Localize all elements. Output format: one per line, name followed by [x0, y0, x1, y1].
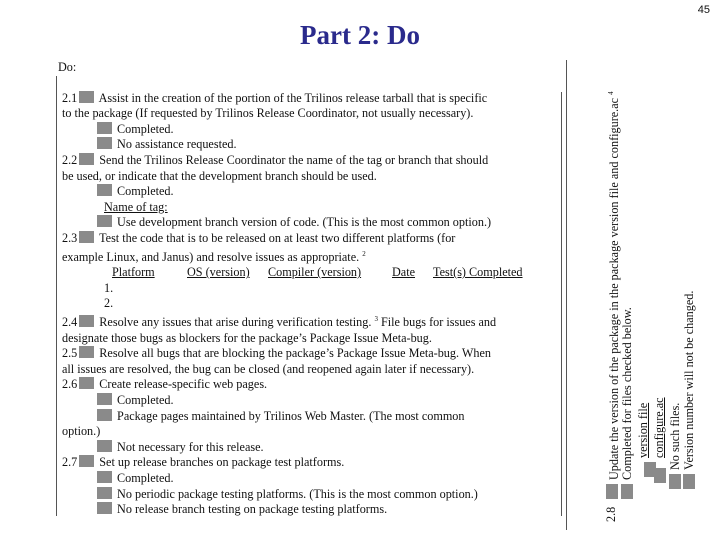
- checkbox[interactable]: [97, 137, 112, 149]
- slide-title: [0, 20, 720, 51]
- item-2-5: [58, 346, 563, 362]
- checkbox[interactable]: [97, 184, 112, 196]
- item-number: 2.2: [62, 152, 78, 167]
- item-text-cont: designate those bugs as blockers for the package’s Package Issue Meta-bug.: [62, 330, 432, 345]
- checkbox[interactable]: [79, 455, 94, 467]
- title-text: Part 2: Do: [300, 20, 420, 50]
- item-text-cont: to the package (If requested by Trilinos Release Coordinator, not usually necessary).: [62, 106, 474, 121]
- option-no-periodic: [58, 487, 563, 503]
- option-development-branch: [58, 215, 563, 231]
- checkbox[interactable]: [79, 377, 94, 389]
- side-section-2-8: [566, 60, 716, 530]
- col-date: Date: [392, 265, 416, 280]
- doc-heading: Do:: [58, 60, 77, 74]
- checkbox[interactable]: [606, 484, 618, 499]
- completed-files-text: Completed for files checked below.: [620, 307, 634, 480]
- item-text: example Linux, and Janus) and resolve issues as appropriate.: [62, 249, 360, 264]
- tag-name-label: Name of tag:: [104, 199, 168, 214]
- item-2-3: [58, 231, 563, 247]
- item-number: 2.3: [62, 230, 78, 245]
- item-2-6: [58, 377, 563, 393]
- file-version: version file: [636, 402, 650, 458]
- checkbox[interactable]: [669, 474, 681, 489]
- col-compiler: Compiler (version): [268, 265, 362, 280]
- col-os: OS (version): [187, 265, 250, 280]
- file-configure: configure.ac: [652, 397, 666, 458]
- checkbox[interactable]: [97, 215, 112, 227]
- frame-left-line: [56, 76, 57, 516]
- checkbox[interactable]: [79, 346, 94, 358]
- footnote-mark: 4: [607, 91, 615, 95]
- option-label: Completed.: [117, 121, 174, 136]
- option-label: No periodic package testing platforms. (This is the most common option.): [117, 486, 478, 501]
- item-2-4: [58, 312, 563, 331]
- option-completed: [58, 393, 563, 409]
- option-label: Not necessary for this release.: [117, 439, 264, 454]
- option-label: Package pages maintained by Trilinos Web Master. (The most common: [117, 408, 465, 423]
- item-number: 2.1: [62, 90, 78, 105]
- footnote-mark: 3: [374, 314, 378, 323]
- option-label: No assistance requested.: [117, 137, 237, 152]
- option-text-cont: option.): [62, 424, 101, 439]
- item-text-cont: be used, or indicate that the development branch should be used.: [62, 168, 377, 183]
- item-text: Test the code that is to be released on at least two different platforms (for: [99, 230, 456, 245]
- checkbox[interactable]: [97, 502, 112, 514]
- option-label: Completed.: [117, 184, 174, 199]
- checkbox[interactable]: [97, 487, 112, 499]
- option-completed: [58, 471, 563, 487]
- checkbox[interactable]: [79, 315, 94, 327]
- item-text: Assist in the creation of the portion of the Trilinos release tarball that is specific: [98, 90, 488, 105]
- checkbox[interactable]: [97, 471, 112, 483]
- item-number: 2.7: [62, 455, 78, 470]
- item-number: 2.5: [62, 346, 78, 361]
- checkbox[interactable]: [97, 122, 112, 134]
- item-text-cont: [58, 247, 563, 266]
- page-number: 45: [697, 4, 710, 16]
- item-number: 2.4: [62, 315, 78, 330]
- item-text: Resolve any issues that arise during verification testing.: [99, 315, 372, 330]
- tag-name-field[interactable]: [58, 200, 563, 216]
- checkbox[interactable]: [97, 409, 112, 421]
- table-row: 2.: [104, 296, 114, 311]
- option-not-necessary: [58, 440, 563, 456]
- option-completed: [58, 184, 563, 200]
- item-2-8-number: 2.8: [604, 506, 618, 522]
- item-number: 2.6: [62, 377, 78, 392]
- checkbox[interactable]: [97, 393, 112, 405]
- item-text: File bugs for issues and: [381, 315, 497, 330]
- checkbox[interactable]: [683, 474, 695, 489]
- option-label: Use development branch version of code. (This is the most common option.): [117, 215, 492, 230]
- item-text: Send the Trilinos Release Coordinator the name of the tag or branch that should: [99, 152, 489, 167]
- side-divider: [566, 60, 567, 530]
- option-version-unchanged: Version number will not be changed.: [682, 290, 696, 470]
- option-web-master: [58, 409, 563, 425]
- checkbox[interactable]: [79, 153, 94, 165]
- item-2-7: [58, 455, 563, 471]
- checkbox[interactable]: [654, 468, 666, 483]
- option-label: Completed.: [117, 470, 174, 485]
- checkbox[interactable]: [79, 231, 94, 243]
- option-no-assistance: [58, 137, 563, 153]
- option-no-such-files: No such files.: [668, 402, 682, 470]
- col-platform: Platform: [112, 265, 155, 280]
- item-text: Set up release branches on package test platforms.: [99, 455, 345, 470]
- item-2-1: [58, 91, 563, 107]
- option-completed: [58, 122, 563, 138]
- option-label: No release branch testing on package testing platforms.: [117, 502, 388, 517]
- item-text: Create release-specific web pages.: [99, 377, 268, 392]
- footnote-mark: 2: [362, 249, 366, 258]
- item-2-2: [58, 153, 563, 169]
- test-table-header: [58, 265, 563, 281]
- item-text: Update the version of the package in the package version file and configure.ac: [607, 97, 622, 480]
- document-body: [58, 60, 563, 515]
- table-row: 1.: [104, 280, 114, 295]
- checkbox[interactable]: [97, 440, 112, 452]
- checkbox[interactable]: [621, 484, 633, 499]
- checkbox[interactable]: [79, 91, 94, 103]
- item-text-cont: all issues are resolved, the bug can be closed (and reopened again later if necessary).: [62, 361, 475, 376]
- item-text: Resolve all bugs that are blocking the package’s Package Issue Meta-bug. When: [99, 346, 491, 361]
- option-label: Completed.: [117, 393, 174, 407]
- option-no-release-branch: [58, 502, 563, 518]
- col-tests: Test(s) Completed: [433, 265, 523, 280]
